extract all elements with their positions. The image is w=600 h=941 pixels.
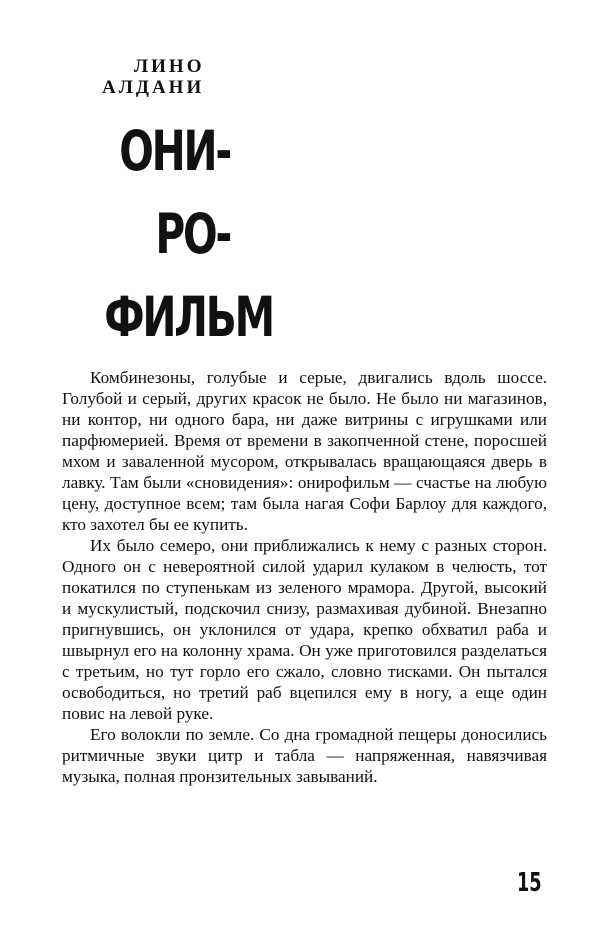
title-line-1: ОНИ-: [119, 119, 230, 183]
author-last-name: АЛДАНИ: [102, 77, 205, 98]
author-first-name: ЛИНО: [134, 56, 205, 77]
title-line-2: РО-: [155, 202, 230, 266]
page-number: 15: [517, 868, 542, 898]
author-name: [102, 56, 212, 98]
body-text: [62, 367, 547, 787]
paragraph: Его волокли по земле. Со дна громадной пещеры доносились ритмичные звуки цитр и табла — напряженная, навязчивая музыка, полная пронзительных завываний.: [62, 725, 547, 786]
story-title: [104, 110, 273, 359]
title-line-3: ФИЛЬМ: [104, 285, 273, 349]
paragraph: Комбинезоны, голубые и серые, двигались вдоль шоссе. Голубой и серый, других красок не было. Не было ни магазинов, ни контор, ни одного бара, ни даже витрины с игрушками или парфюмерией. Время от времени в закопченной стене, поросшей мхом и заваленной мусором, открывалась вращающаяся дверь в лавку. Там были «сновидения»: онирофильм — счастье на любую цену, доступное всем; там была нагая Софи Барлоу для каждого, кто захотел бы ее купить.: [62, 368, 547, 534]
paragraph: Их было семеро, они приближались к нему с разных сторон. Одного он с невероятной силой ударил кулаком в челюсть, тот покатился по ступенькам из зеленого мрамора. Другой, высокий и мускулистый, подскочил снизу, размахивая дубиной. Внезапно пригнувшись, он уклонился от удара, крепко обхватил раба и швырнул его на колонну храма. Он уже приготовился разделаться с третьим, но тут горло его сжало, словно тисками. Он пытался освободиться, но третий раб вцепился ему в ногу, а еще один повис на левой руке.: [62, 536, 547, 723]
